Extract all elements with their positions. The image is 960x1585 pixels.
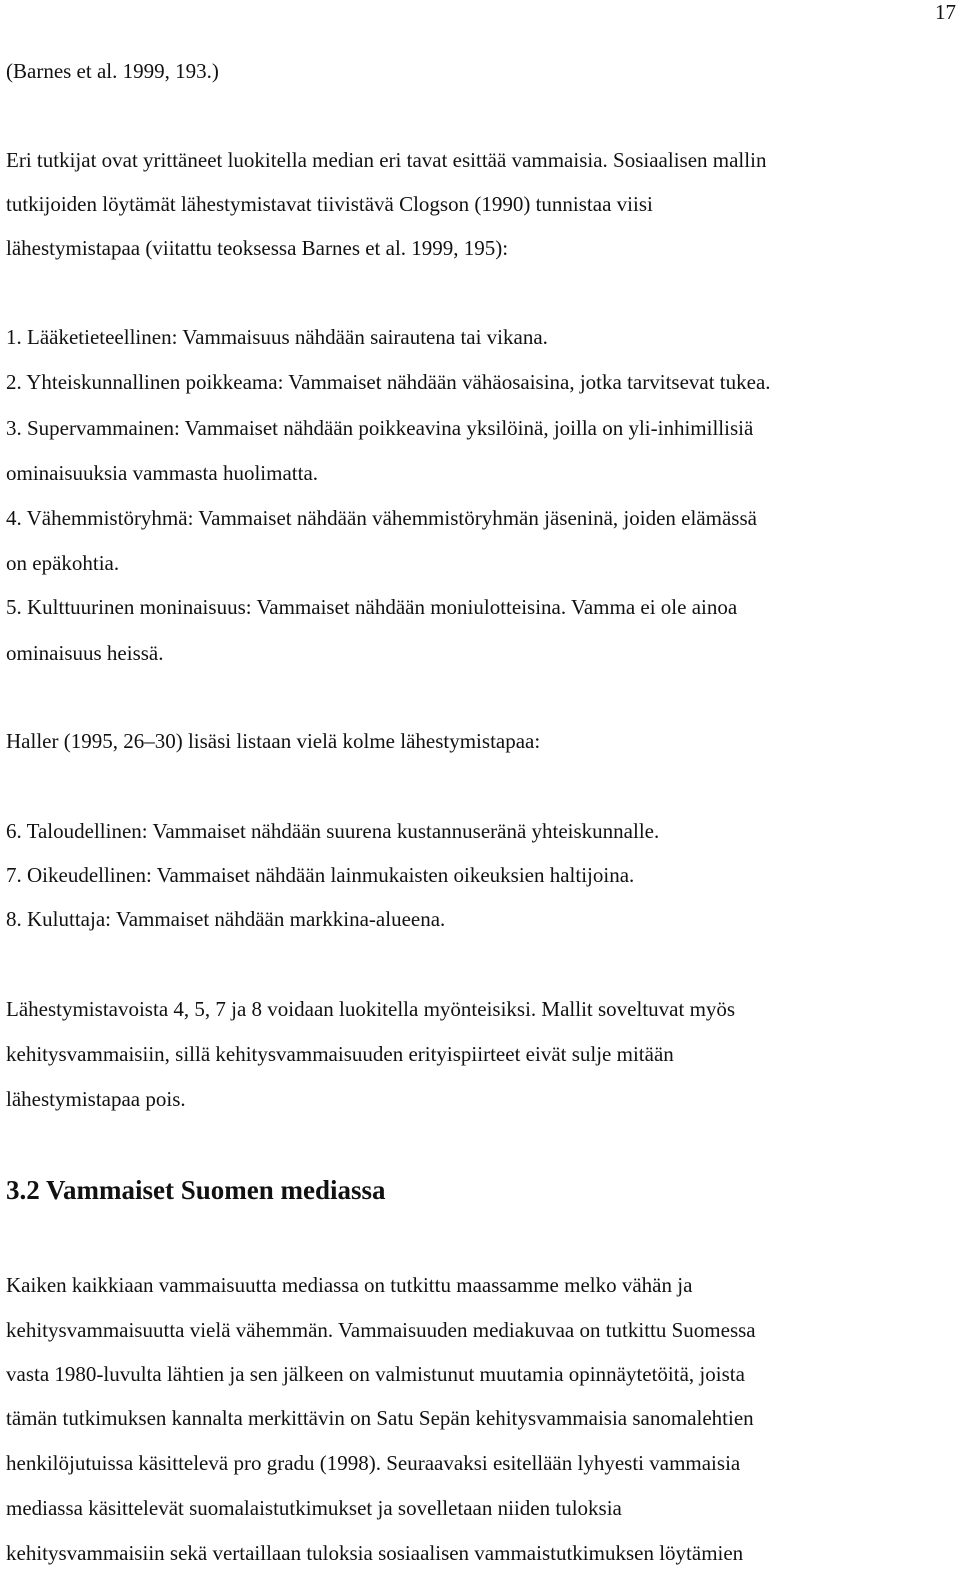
paragraph-line: Lähestymistavoista 4, 5, 7 ja 8 voidaan luokitella myönteisiksi. Mallit soveltuvat myös bbox=[6, 997, 736, 1021]
paragraph-line: lähestymistapaa (viitattu teoksessa Barnes et al. 1999, 195): bbox=[6, 236, 509, 260]
list-item: 7. Oikeudellinen: Vammaiset nähdään lainmukaisten oikeuksien haltijoina. bbox=[6, 863, 635, 887]
citation: (Barnes et al. 1999, 193.) bbox=[6, 59, 219, 83]
section-heading: 3.2 Vammaiset Suomen mediassa bbox=[6, 1175, 386, 1205]
paragraph-line: tämän tutkimuksen kannalta merkittävin on Satu Sepän kehitysvammaisia sanomalehtien bbox=[6, 1406, 754, 1430]
list-item: 5. Kulttuurinen moninaisuus: Vammaiset nähdään moniulotteisina. Vamma ei ole ainoa bbox=[6, 595, 738, 619]
paragraph-line: henkilöjutuissa käsittelevä pro gradu (1998). Seuraavaksi esitellään lyhyesti vammaisia bbox=[6, 1451, 741, 1475]
list-item-continuation: ominaisuus heissä. bbox=[6, 641, 164, 665]
paragraph-line: Eri tutkijat ovat yrittäneet luokitella median eri tavat esittää vammaisia. Sosiaalisen mallin bbox=[6, 148, 767, 172]
paragraph-line: kehitysvammaisiin sekä vertaillaan tuloksia sosiaalisen vammaistutkimuksen löytämien bbox=[6, 1541, 744, 1565]
list-item: 3. Supervammainen: Vammaiset nähdään poikkeavina yksilöinä, joilla on yli-inhimillisiä bbox=[6, 416, 754, 440]
list-item-continuation: ominaisuuksia vammasta huolimatta. bbox=[6, 461, 319, 485]
list-item: 4. Vähemmistöryhmä: Vammaiset nähdään vähemmistöryhmän jäseninä, joiden elämässä bbox=[6, 506, 757, 530]
list-item-continuation: on epäkohtia. bbox=[6, 551, 120, 575]
list-item: 8. Kuluttaja: Vammaiset nähdään markkina-alueena. bbox=[6, 907, 446, 931]
list-item: 2. Yhteiskunnallinen poikkeama: Vammaiset nähdään vähäosaisina, jotka tarvitsevat tukea. bbox=[6, 370, 771, 394]
list-item: 6. Taloudellinen: Vammaiset nähdään suurena kustannuseränä yhteiskunnalle. bbox=[6, 819, 660, 843]
paragraph-line: Kaiken kaikkiaan vammaisuutta mediassa on tutkittu maassamme melko vähän ja bbox=[6, 1273, 693, 1297]
haller-intro: Haller (1995, 26–30) lisäsi listaan vielä kolme lähestymistapaa: bbox=[6, 729, 541, 753]
paragraph-line: tutkijoiden löytämät lähestymistavat tiivistävä Clogson (1990) tunnistaa viisi bbox=[6, 192, 653, 216]
paragraph-line: kehitysvammaisuutta vielä vähemmän. Vammaisuuden mediakuvaa on tutkittu Suomessa bbox=[6, 1318, 756, 1342]
paragraph-line: vasta 1980-luvulta lähtien ja sen jälkeen on valmistunut muutamia opinnäytetöitä, joista bbox=[6, 1362, 745, 1386]
page-number: 17 bbox=[935, 0, 956, 24]
paragraph-line: kehitysvammaisiin, sillä kehitysvammaisuuden erityispiirteet eivät sulje mitään bbox=[6, 1042, 674, 1066]
paragraph-line: lähestymistapaa pois. bbox=[6, 1087, 186, 1111]
list-item: 1. Lääketieteellinen: Vammaisuus nähdään sairautena tai vikana. bbox=[6, 325, 548, 349]
paragraph-line: mediassa käsittelevät suomalaistutkimukset ja sovelletaan niiden tuloksia bbox=[6, 1496, 622, 1520]
